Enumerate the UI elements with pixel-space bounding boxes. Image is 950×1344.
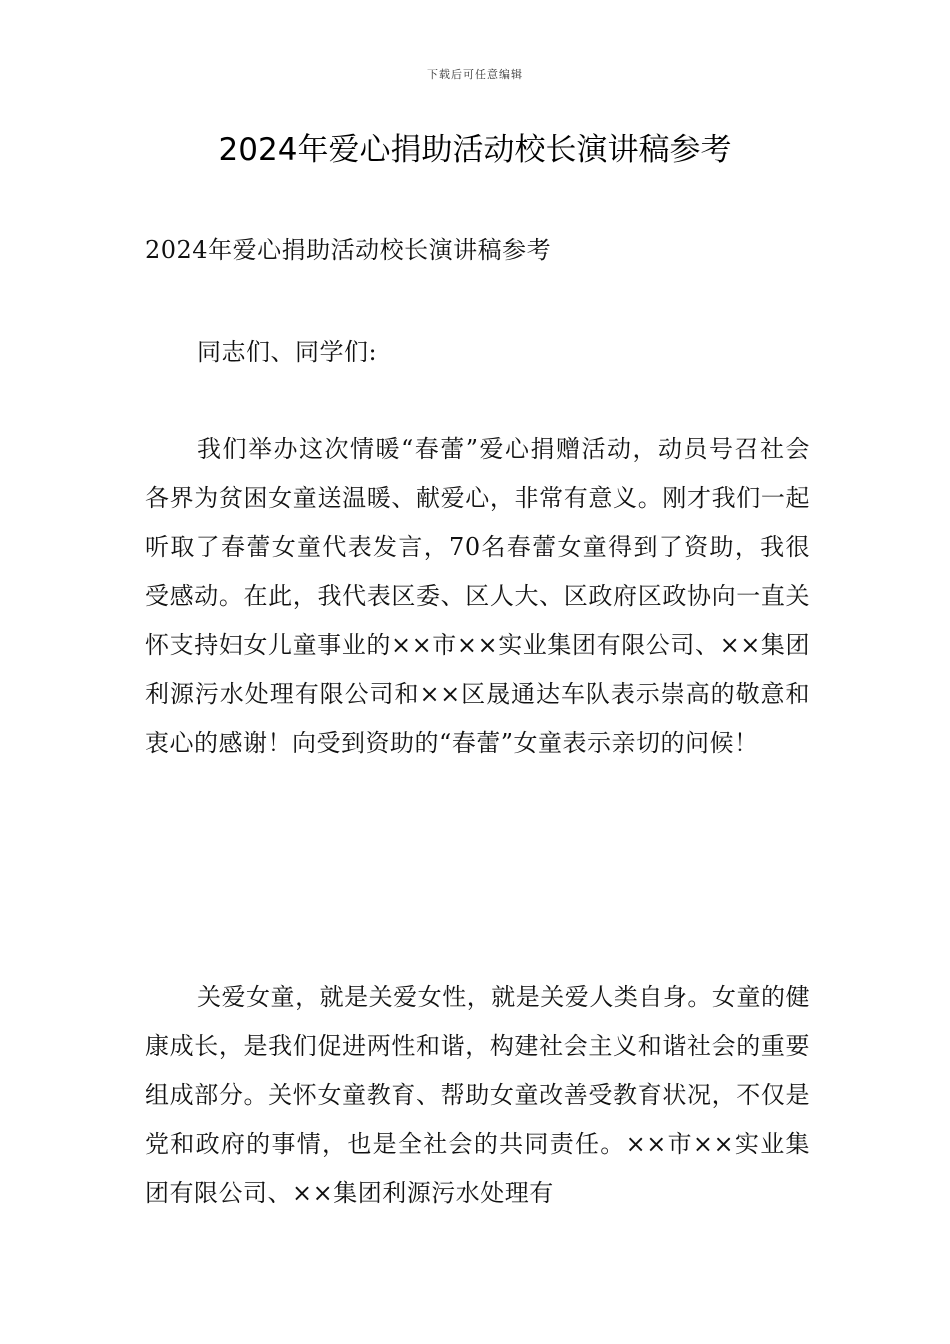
document-subtitle: 2024年爱心捐助活动校长演讲稿参考 [145, 236, 552, 264]
paragraph-2: 关爱女童，就是关爱女性，就是关爱人类自身。女童的健康成长，是我们促进两性和谐，构建社会主义和谐社会的重要组成部分。关怀女童教育、帮助女童改善受教育状况，不仅是党和政府的事情，也是全社会的共同责任。××市××实业集团有限公司、××集团利源污水处理有 [145, 983, 810, 1207]
header-note: 下载后可任意编辑 [427, 68, 523, 81]
document-title: 2024年爱心捐助活动校长演讲稿参考 [218, 132, 732, 168]
greeting-line: 同志们、同学们: [197, 338, 378, 366]
paragraph-1: 我们举办这次情暖“春蕾”爱心捐赠活动，动员号召社会各界为贫困女童送温暖、献爱心，非常有意义。刚才我们一起听取了春蕾女童代表发言，70名春蕾女童得到了资助，我很受感动。在此，我代表区委、区人大、区政府区政协向一直关怀支持妇女儿童事业的××市××实业集团有限公司、××集团利源污水处理有限公司和××区晟通达车队表示崇高的敬意和衷心的感谢！向受到资助的“春蕾”女童表示亲切的问候！ [145, 435, 810, 757]
